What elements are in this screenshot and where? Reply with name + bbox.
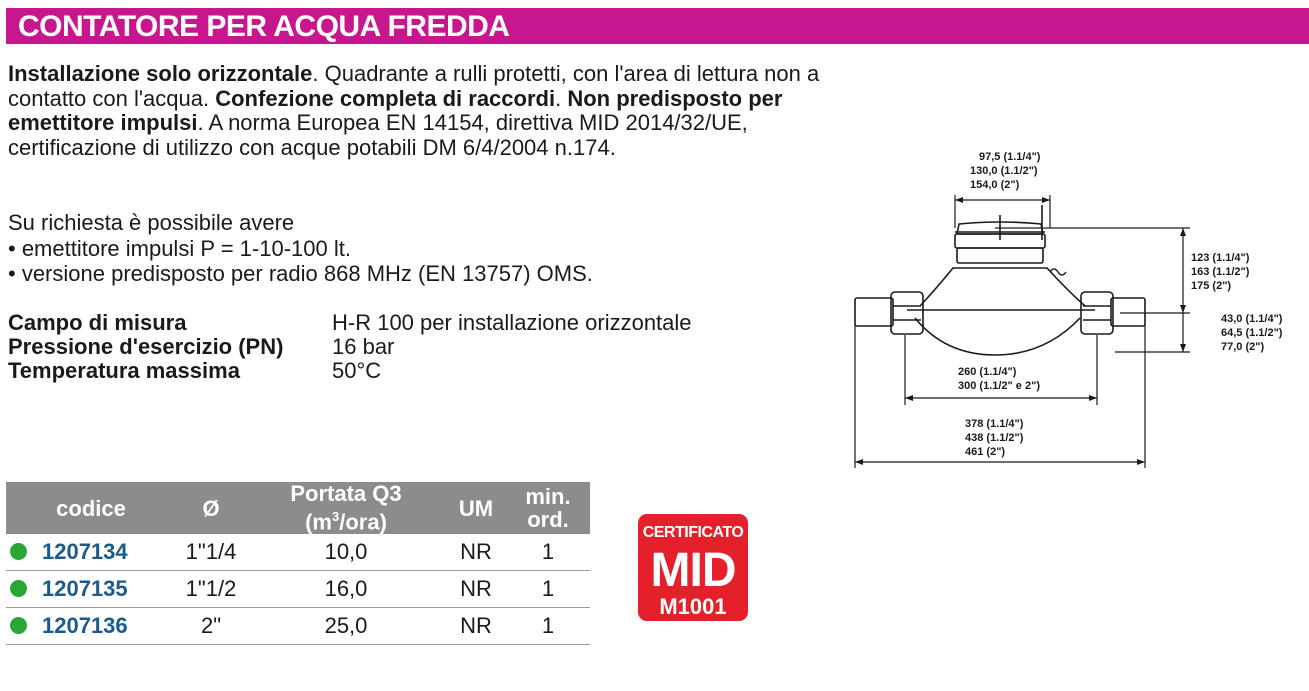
header-portata-unit-exponent: 3: [331, 509, 340, 525]
meter-dimension-drawing: [845, 140, 1305, 480]
cell-diameter: 1"1/4: [176, 534, 246, 571]
description-text-3: . A norma Europea EN 14154, direttiva MID 2014/32/UE, certificazione di utilizzo con acque potabili DM 6/4/2004 n.174.: [8, 110, 748, 160]
dim-total-1: 378 (1.1/4"): [965, 418, 1024, 430]
dim-body-2: 300 (1.1/2" e 2"): [958, 380, 1040, 392]
header-um: UM: [446, 482, 506, 534]
cell-min-order: 1: [506, 608, 590, 645]
dim-body-1: 260 (1.1/4"): [958, 366, 1017, 378]
description-bold-installation: Installazione solo orizzontale: [8, 61, 313, 86]
cell-flow: 10,0: [246, 534, 446, 571]
dim-height-3: 175 (2"): [1191, 280, 1232, 292]
dim-axis-2: 64,5 (1.1/2"): [1221, 327, 1283, 339]
dim-height-1: 123 (1.1/4"): [1191, 252, 1250, 264]
on-request-item: • emettitore impulsi P = 1-10-100 lt.: [8, 235, 351, 261]
title-bar: [6, 8, 1309, 44]
dim-top-2: 130,0 (1.1/2"): [970, 165, 1038, 177]
cell-code: [6, 534, 176, 571]
table-row[interactable]: [6, 608, 590, 645]
cell-min-order: 1: [506, 534, 590, 571]
header-portata-line1: Portata Q3: [290, 481, 402, 507]
table-row[interactable]: [6, 534, 590, 571]
header-portata-unit-open: (m: [305, 509, 332, 535]
on-request-item: • versione predisposto per radio 868 MHz (EN 13757) OMS.: [8, 261, 593, 286]
dim-height-2: 163 (1.1/2"): [1191, 266, 1250, 278]
description-bold-fittings: Confezione completa di raccordi: [215, 85, 556, 111]
cell-min-order: 1: [506, 571, 590, 608]
header-diameter: Ø: [176, 482, 246, 534]
dim-top-3: 154,0 (2"): [970, 179, 1020, 191]
header-codice: codice: [6, 482, 176, 534]
dim-total-2: 438 (1.1/2"): [965, 432, 1024, 444]
spec-label: Pressione d'esercizio (PN): [8, 334, 284, 359]
certificate-mid: MID: [650, 544, 736, 597]
cell-flow: 25,0: [246, 608, 446, 645]
description-bold-no-pulse: Non predisposto per emettitore impulsi: [8, 85, 783, 135]
certificate-label: CERTIFICATO: [642, 524, 744, 541]
header-min-order-line1: min.: [525, 484, 571, 509]
product-code[interactable]: 1207135: [42, 576, 128, 601]
header-portata-unit-close: /ora): [339, 509, 387, 535]
product-description: [8, 62, 828, 160]
cell-um: NR: [446, 534, 506, 571]
cell-flow: 16,0: [246, 571, 446, 608]
spec-value: 16 bar: [332, 334, 395, 359]
table-row[interactable]: [6, 571, 590, 608]
dim-axis-1: 43,0 (1.1/4"): [1221, 313, 1283, 325]
description-text-1: . Quadrante a rulli protetti, con l'area di lettura non a contatto con l'acqua.: [8, 61, 820, 111]
cell-diameter: 2": [176, 608, 246, 645]
on-request-intro: Su richiesta è possibile avere: [8, 210, 295, 235]
availability-dot-icon: [10, 543, 27, 560]
spec-label: Campo di misura: [8, 310, 187, 335]
dim-axis-3: 77,0 (2"): [1221, 341, 1265, 353]
product-table: [6, 482, 590, 645]
cell-code: [6, 571, 176, 608]
mid-certificate-badge: [638, 514, 748, 621]
on-request-section: [8, 210, 593, 287]
header-min-order-line2: ord.: [527, 507, 569, 532]
product-code[interactable]: 1207136: [42, 613, 128, 638]
cell-diameter: 1"1/2: [176, 571, 246, 608]
spec-label: Temperatura massima: [8, 358, 240, 383]
description-text-2: .: [555, 85, 568, 111]
availability-dot-icon: [10, 617, 27, 634]
dim-total-3: 461 (2"): [965, 446, 1006, 458]
dim-top-1: 97,5 (1.1/4"): [979, 151, 1041, 163]
header-min-order: [506, 482, 590, 534]
description-paragraph: [8, 62, 828, 160]
table-header-row: [6, 482, 590, 534]
cell-code: [6, 608, 176, 645]
spec-value: 50°C: [332, 358, 382, 383]
page-title: CONTATORE PER ACQUA FREDDA: [18, 10, 510, 43]
product-code[interactable]: 1207134: [42, 539, 128, 564]
certificate-number: M1001: [659, 594, 727, 619]
cell-um: NR: [446, 571, 506, 608]
spec-value: H-R 100 per installazione orizzontale: [332, 310, 692, 335]
cell-um: NR: [446, 608, 506, 645]
header-portata: [246, 482, 446, 534]
availability-dot-icon: [10, 580, 27, 597]
